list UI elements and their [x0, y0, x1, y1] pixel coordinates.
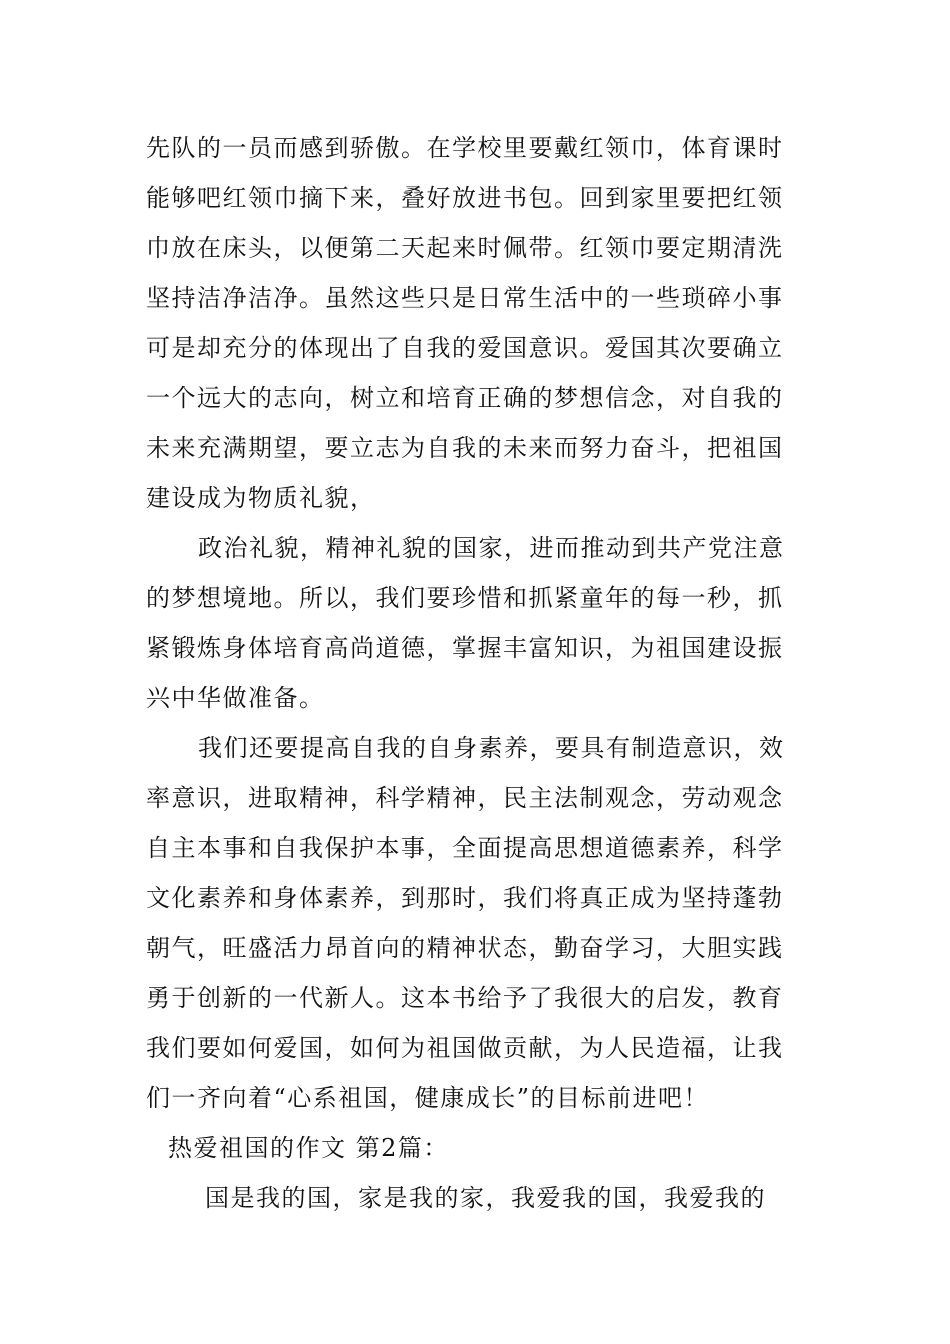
text-line: 可是却充分的体现出了自我的爱国意识。爱国其次要确立: [146, 334, 784, 362]
text-line: 巾放在床头，以便第二天起来时佩带。红领巾要定期清洗: [146, 234, 784, 262]
text-line: 一个远大的志向，树立和培育正确的梦想信念，对自我的: [146, 384, 784, 412]
text-line: 率意识，进取精神，科学精神，民主法制观念，劳动观念: [146, 784, 784, 812]
text-line: 兴中华做准备。: [146, 684, 325, 712]
text-line: 勇于创新的一代新人。这本书给予了我很大的启发，教育: [146, 984, 784, 1012]
text-line: 我们要如何爱国，如何为祖国做贡献，为人民造福，让我: [146, 1034, 784, 1062]
text-line: 的梦想境地。所以，我们要珍惜和抓紧童年的每一秒，抓: [146, 584, 784, 612]
text-line: 建设成为物质礼貌，: [146, 484, 376, 512]
text-line: 先队的一员而感到骄傲。在学校里要戴红领巾，体育课时: [146, 134, 784, 162]
text-line: 文化素养和身体素养，到那时，我们将真正成为坚持蓬勃: [146, 884, 784, 912]
text-line: 坚持洁净洁净。虽然这些只是日常生活中的一些琐碎小事: [146, 284, 784, 312]
text-line: 紧锻炼身体培育高尚道德，掌握丰富知识，为祖国建设振: [146, 634, 784, 662]
text-line: 自主本事和自我保护本事，全面提高思想道德素养，科学: [146, 834, 784, 862]
text-line: 朝气，旺盛活力昂首向的精神状态，勤奋学习，大胆实践: [146, 934, 784, 962]
text-line: 们一齐向着“心系祖国，健康成长”的目标前进吧！: [146, 1084, 710, 1112]
paragraph-start-line: 国是我的国，家是我的家，我爱我的国，我爱我的: [205, 1184, 766, 1212]
section-heading: 热爱祖国的作文 第2篇：: [168, 1134, 449, 1162]
paragraph-start-line: 我们还要提高自我的自身素养，要具有制造意识，效: [198, 734, 785, 762]
text-line: 能够吧红领巾摘下来，叠好放进书包。回到家里要把红领: [146, 184, 784, 212]
paragraph-start-line: 政治礼貌，精神礼貌的国家，进而推动到共产党注意: [198, 534, 785, 562]
text-line: 未来充满期望，要立志为自我的未来而努力奋斗，把祖国: [146, 434, 784, 462]
